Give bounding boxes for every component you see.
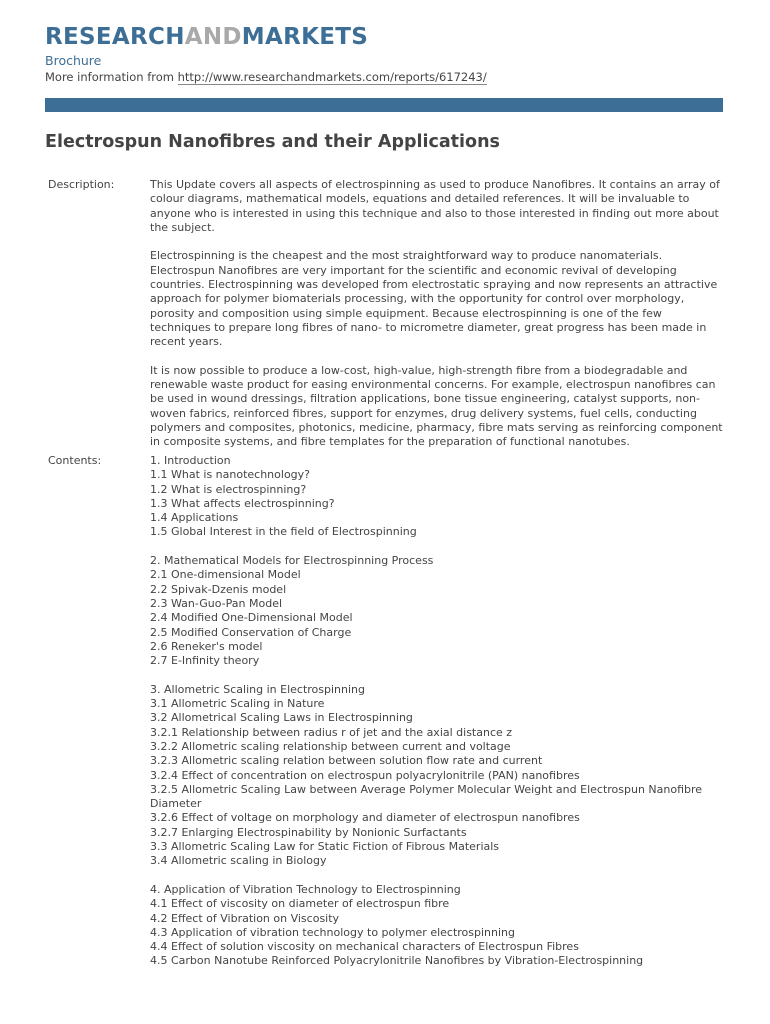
contents-item: 1.3 What affects electrospinning?: [150, 496, 335, 510]
page-title: Electrospun Nanofibres and their Applications: [45, 132, 500, 152]
contents-chapter-heading: 3. Allometric Scaling in Electrospinning: [150, 682, 366, 696]
contents-item: 2.6 Reneker's model: [150, 639, 263, 653]
logo-markets: MARKETS: [241, 24, 369, 50]
contents-item: 2.5 Modified Conservation of Charge: [150, 625, 352, 639]
contents-chapter-heading: 2. Mathematical Models for Electrospinning Process: [150, 554, 434, 568]
contents-item: 4.4 Effect of solution viscosity on mechanical characters of Electrospun Fibres: [150, 940, 579, 954]
report-url-link[interactable]: http://www.researchandmarkets.com/reports/617243/: [177, 70, 487, 84]
contents-item: 3.1 Allometric Scaling in Nature: [150, 697, 325, 711]
section-gap: [150, 869, 725, 883]
contents-item: 2.1 One-dimensional Model: [150, 568, 301, 582]
description-paragraph: Electrospinning is the cheapest and the most straightforward way to produce nanomaterials. Electrospun Nanofibres are very important for the scientific and economic revival of developing countries. Electrospinning was developed from electrostatic spraying and now represents an attractive approach for polymer biomaterials processing, with the opportunity for control over morphology, porosity and composition using simple equipment. Because electrospinning is one of the few techniques to prepare long fibres of nano- to micrometre diameter, great progress has been made in recent years.: [150, 249, 718, 349]
contents-item: 3.2.4 Effect of concentration on electrospun polyacrylonitrile (PAN) nanofibres: [150, 768, 580, 782]
logo-and: AND: [184, 24, 242, 50]
description-body: [150, 178, 725, 464]
contents-item: 1.1 What is nanotechnology?: [150, 468, 311, 482]
contents-item: 4.1 Effect of viscosity on diameter of electrospun fibre: [150, 897, 450, 911]
logo: [45, 22, 368, 52]
contents-item: 4.5 Carbon Nanotube Reinforced Polyacrylonitrile Nanofibres by Vibration-Electrospinning: [150, 954, 644, 968]
contents-item: 2.2 Spivak-Dzenis model: [150, 582, 287, 596]
contents-item: 3.2.5 Allometric Scaling Law between Average Polymer Molecular Weight and Electrospun Nanofibre Diameter: [150, 782, 703, 811]
contents-item: 3.3 Allometric Scaling Law for Static Fiction of Fibrous Materials: [150, 840, 500, 854]
contents-item: 1.2 What is electrospinning?: [150, 482, 307, 496]
description-paragraph: This Update covers all aspects of electrospinning as used to produce Nanofibres. It contains an array of colour diagrams, mathematical models, equations and detailed references. It will be invaluable to anyone who is interested in using this technique and also to those interested in finding out more about the subject.: [150, 178, 720, 234]
logo-research: RESEARCH: [45, 24, 185, 50]
contents-chapter-heading: 1. Introduction: [150, 454, 231, 467]
contents-item: 3.2.7 Enlarging Electrospinability by Nonionic Surfactants: [150, 825, 467, 839]
brochure-label: Brochure: [45, 53, 102, 68]
contents-item: 3.4 Allometric scaling in Biology: [150, 854, 327, 868]
contents-body: [150, 454, 725, 969]
contents-label: Contents:: [48, 454, 102, 467]
contents-item: 2.4 Modified One-Dimensional Model: [150, 611, 353, 625]
contents-item: 3.2.1 Relationship between radius r of jet and the axial distance z: [150, 725, 513, 739]
contents-item: 3.2.6 Effect of voltage on morphology and diameter of electrospun nanofibres: [150, 811, 580, 825]
description-paragraph: It is now possible to produce a low-cost, high-value, high-strength fibre from a biodegradable and renewable waste product for easing environmental concerns. For example, electrospun nanofibres can be used in wound dressings, filtration applications, bone tissue engineering, catalyst supports, non-woven fabrics, reinforced fibres, support for enzymes, drug delivery systems, fuel cells, conducting polymers and composites, photonics, medicine, pharmacy, fibre mats serving as reinforcing component in composite systems, and fibre templates for the preparation of functional nanotubes.: [150, 363, 723, 449]
more-info-prefix: More information from: [45, 70, 174, 84]
section-gap: [150, 540, 725, 554]
contents-item: 4.2 Effect of Vibration on Viscosity: [150, 911, 340, 925]
contents-item: 2.7 E-Infinity theory: [150, 654, 260, 668]
contents-item: 3.2 Allometrical Scaling Laws in Electrospinning: [150, 711, 413, 725]
contents-item: 2.3 Wan-Guo-Pan Model: [150, 596, 283, 610]
contents-item: 3.2.3 Allometric scaling relation between solution flow rate and current: [150, 754, 543, 768]
more-info-line: [45, 70, 487, 85]
header-divider-bar: [45, 98, 723, 112]
contents-item: 4.3 Application of vibration technology to polymer electrospinning: [150, 925, 516, 939]
contents-item: 1.5 Global Interest in the field of Electrospinning: [150, 525, 417, 539]
contents-item: 1.4 Applications: [150, 511, 239, 525]
contents-chapter-heading: 4. Application of Vibration Technology to Electrospinning: [150, 882, 461, 896]
section-gap: [150, 668, 725, 682]
description-label: Description:: [48, 178, 115, 191]
contents-item: 3.2.2 Allometric scaling relationship between current and voltage: [150, 739, 511, 753]
